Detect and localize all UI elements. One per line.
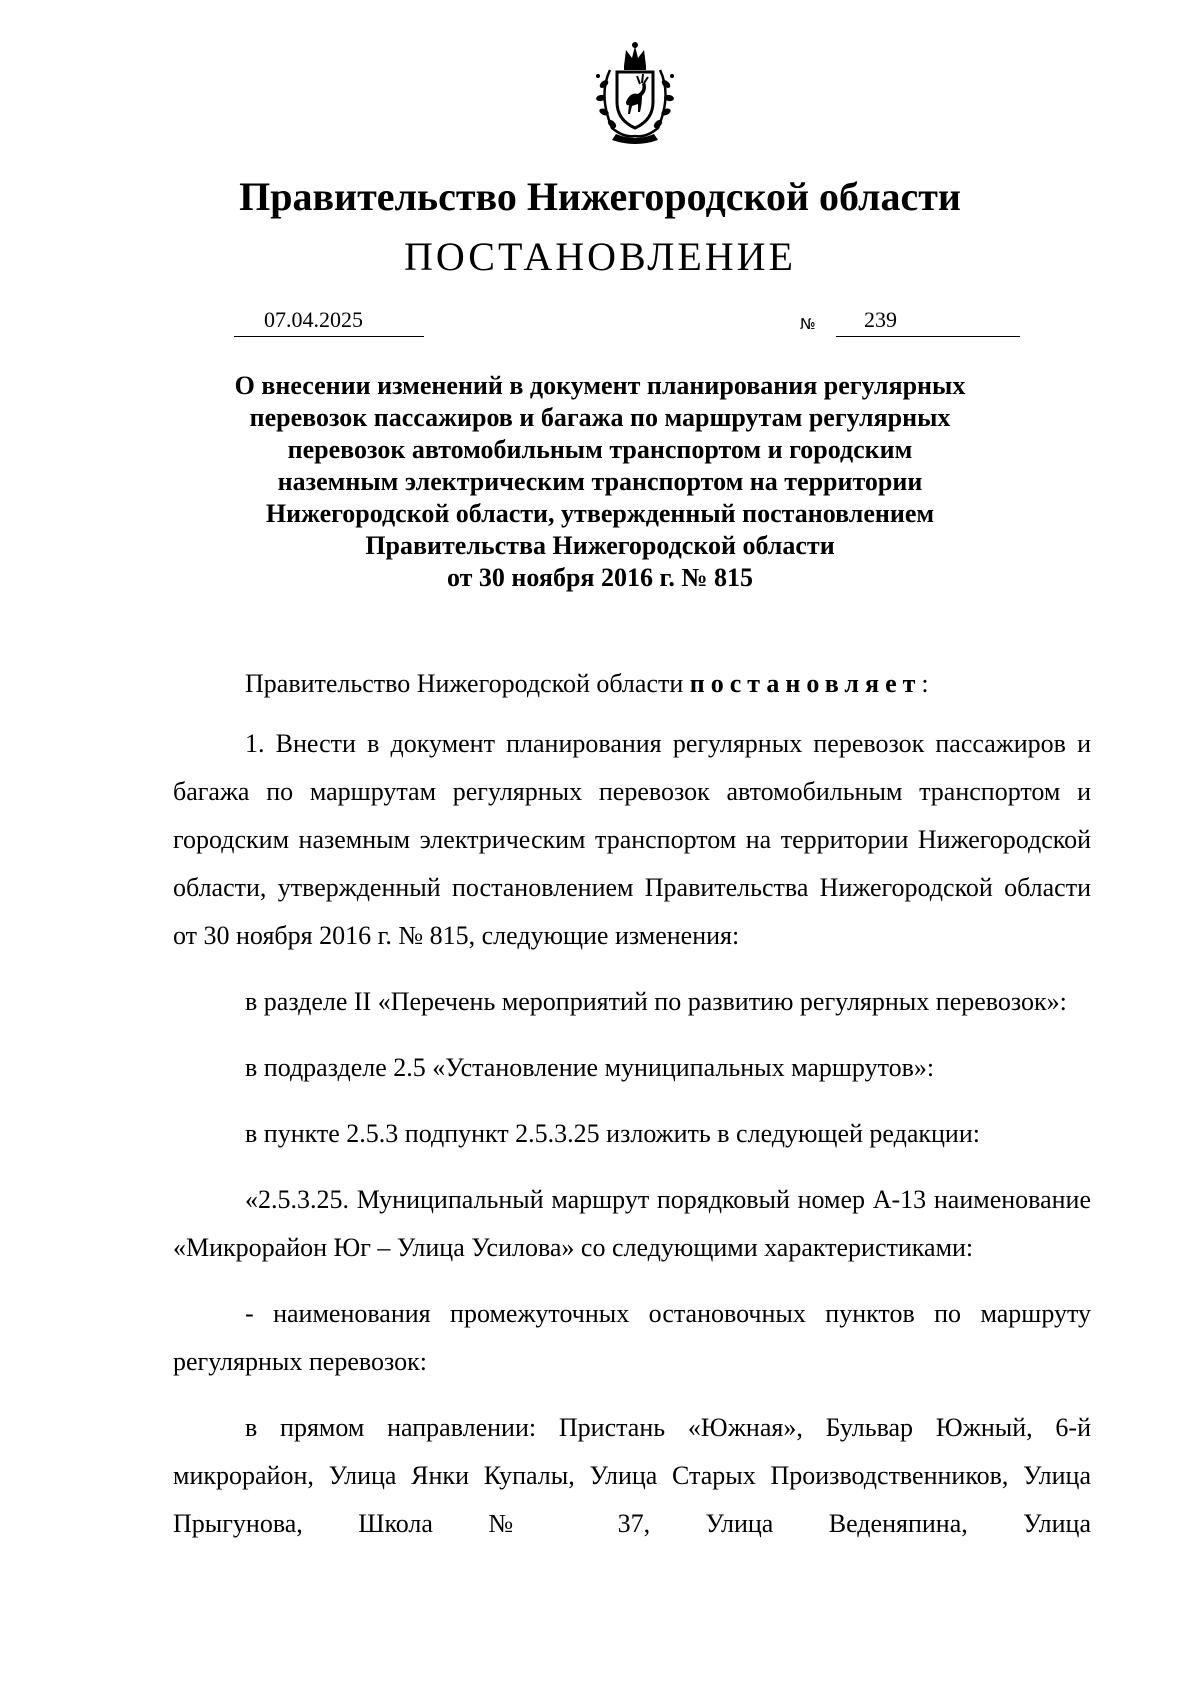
organization-name: Правительство Нижегородской области (239, 174, 961, 219)
heading-line: Правительства Нижегородской области (365, 531, 835, 560)
document-body (173, 660, 1091, 1566)
body-paragraph: в разделе II «Перечень мероприятий по развитию регулярных перевозок»: (245, 987, 1067, 1016)
number-field (836, 306, 1020, 337)
intro-prefix: Правительство Нижегородской области (245, 669, 690, 698)
date-field (234, 306, 424, 337)
body-paragraph: «2.5.3.25. Муниципальный маршрут порядковый номер А-13 наименование «Микрорайон Юг – Улица Усилова» со следующими характеристиками: (173, 1185, 1091, 1262)
heading-line: наземным электрическим транспортом на территории (277, 467, 923, 496)
decree-verb: постановляет (689, 669, 922, 698)
number-sign: № (800, 315, 816, 333)
document-date: 07.04.2025 (264, 307, 363, 332)
heading-line: перевозок пассажиров и багажа по маршрутам регулярных (249, 403, 951, 432)
body-paragraph: в пункте 2.5.3 подпункт 2.5.3.25 изложить в следующей редакции: (245, 1119, 980, 1148)
body-paragraph: 1. Внести в документ планирования регулярных перевозок пассажиров и багажа по маршрутам регулярных перевозок автомобильным транспортом и городским наземным электрическим транспортом на территории Нижегородской области, утвержденный постановлением Правительства Нижегородской области от 30 ноября 2016 г. № 815, следующие изменения: (173, 729, 1091, 950)
heading-line: перевозок автомобильным транспортом и городским (287, 435, 913, 464)
coat-of-arms-icon (580, 40, 690, 145)
document-type: ПОСТАНОВЛЕНИЕ (404, 234, 796, 279)
heading-line: от 30 ноября 2016 г. № 815 (446, 563, 753, 592)
intro-suffix: : (921, 669, 929, 698)
intro-paragraph (173, 660, 1091, 708)
heading-line: Нижегородской области, утвержденный постановлением (265, 499, 935, 528)
body-paragraph: - наименования промежуточных остановочных пунктов по маршруту регулярных перевозок: (173, 1299, 1091, 1376)
body-paragraph: в прямом направлении: Пристань «Южная», Бульвар Южный, 6-й микрорайон, Улица Янки Купалы, Улица Старых Производственников, Улица Прыгунова, Школа № 37, Улица Веденяпина, Улица (173, 1413, 1091, 1538)
document-heading (160, 370, 1040, 594)
document-number: 239 (864, 307, 897, 332)
heading-line: О внесении изменений в документ планирования регулярных (234, 371, 966, 400)
body-paragraph: в подразделе 2.5 «Установление муниципальных маршрутов»: (245, 1053, 935, 1082)
